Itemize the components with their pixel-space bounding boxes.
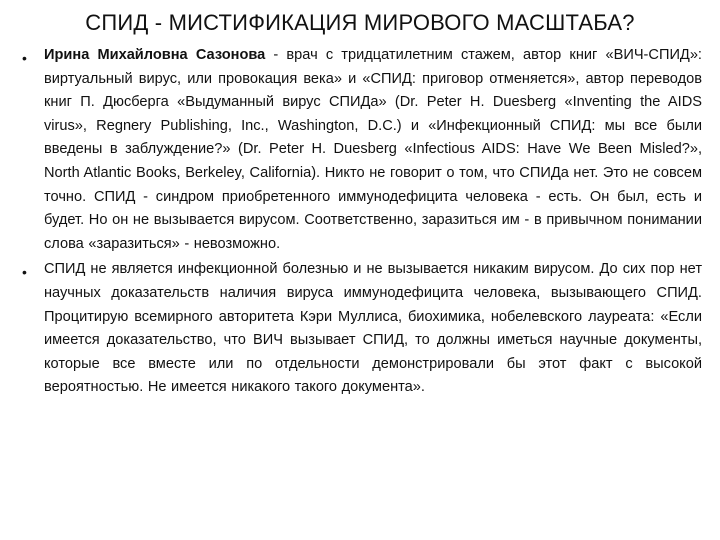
bullet-item-1 bbox=[22, 44, 702, 256]
bullet-text-2 bbox=[44, 258, 702, 400]
author-name: Ирина Михайловна Сазонова bbox=[44, 47, 266, 63]
slide-title: СПИД - МИСТИФИКАЦИЯ МИРОВОГО МАСШТАБА? bbox=[85, 10, 635, 35]
bullet-item-2 bbox=[22, 258, 702, 400]
bullet-icon: • bbox=[22, 50, 27, 66]
bullet-body-1: - врач с тридцатилетним стажем, автор книг «ВИЧ-СПИД»: виртуальный вирус, или провокация века» и «СПИД: приговор отменяется», автор переводов книг П. Дюсберга «Выдуманный вирус СПИДа» (Dr. Peter H. Duesberg «Inventing the AIDS virus», Regnery Publishing, Inc., Washington, D.C.) и «Инфекционный СПИД: мы все были введены в заблуждение?» (Dr. Peter H. Duesberg «Infectious AIDS: Have We Been Misled?», North Atlantic Books, Berkeley, California). Никто не говорит о том, что СПИДа нет. Это не совсем точно. СПИД - синдром приобретенного иммунодефицита человека - есть. Он был, есть и будет. Но он не вызывается вирусом. Соответственно, заразиться им - в привычном понимании слова «заразиться» - невозможно. bbox=[44, 47, 702, 252]
bullet-list bbox=[22, 44, 702, 400]
bullet-icon: • bbox=[22, 264, 27, 281]
bullet-text-1 bbox=[44, 44, 702, 256]
bullet-body-2: СПИД не является инфекционной болезнью и не вызывается никаким вирусом. До сих пор нет научных доказательств наличия вируса иммунодефицита человека, вызывающего СПИД. Процитирую всемирного авторитета Кэри Муллиса, биохимика, нобелевского лауреата: «Если имеется доказательство, что ВИЧ вызывает СПИД, то должны иметься научные документы, которые все вместе или по отдельности демонстрировали бы этот факт с высокой вероятностью. Не имеется никакого такого документа». bbox=[44, 261, 702, 396]
